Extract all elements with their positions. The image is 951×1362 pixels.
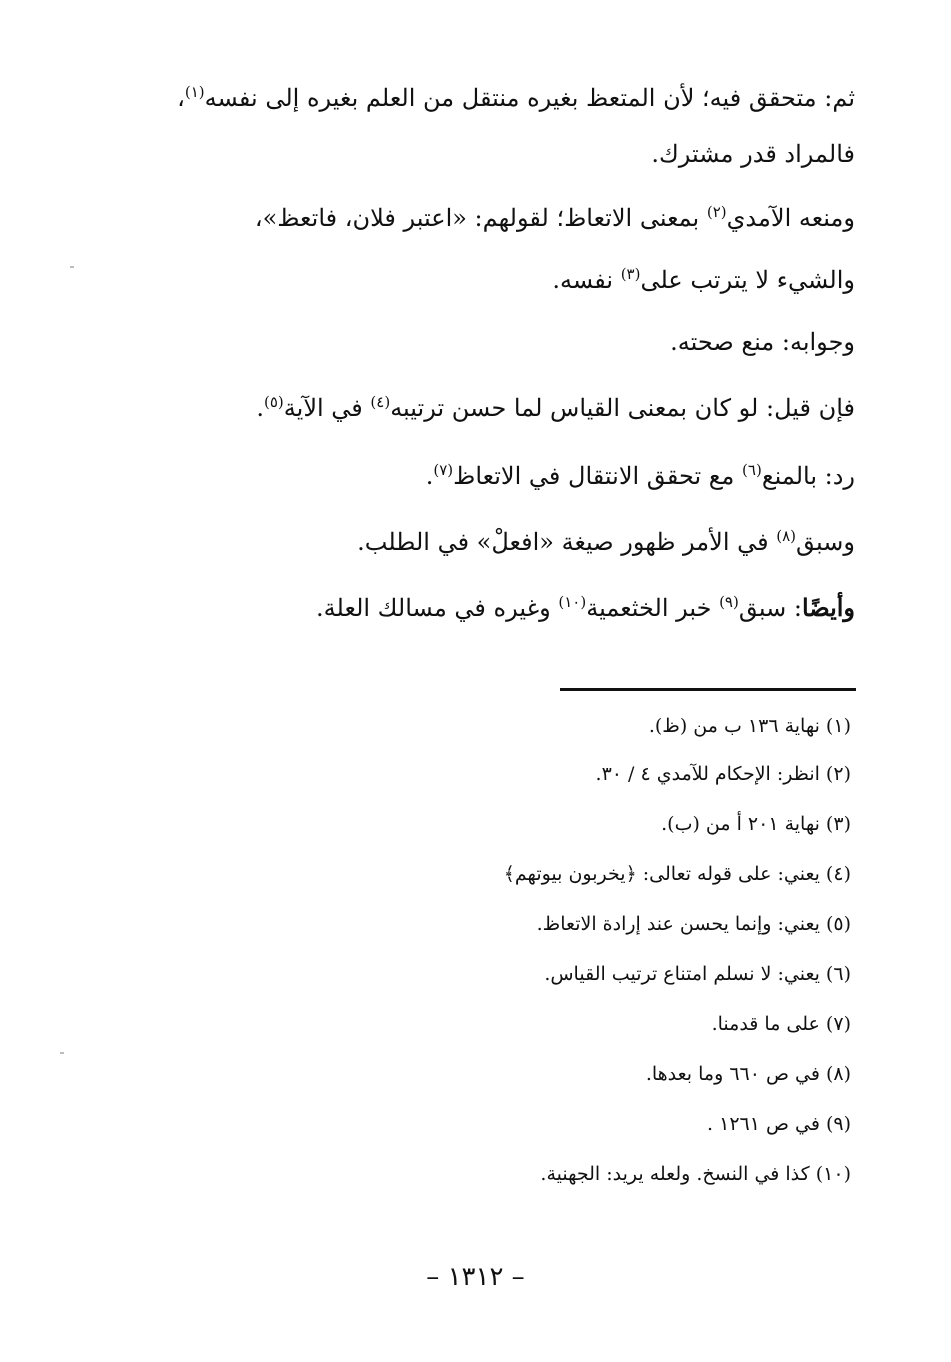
text-line-5 [670, 324, 855, 360]
text-run: ثم: متحقق فيه؛ لأن المتعظ بغيره منتقل من العلم بغيره إلى نفسه [204, 84, 855, 112]
footnote-10: (١٠) كذا في النسخ. ولعله يريد: الجهنية. [540, 1163, 851, 1185]
text-run: . [256, 394, 264, 422]
footnote-5: (٥) يعني: وإنما يحسن عند إرادة الاتعاظ. [536, 913, 851, 935]
text-run: بمعنى الاتعاظ؛ لقولهم: «اعتبر فلان، فاتعظ»، [254, 204, 707, 232]
text-run: وأيضًا [801, 593, 855, 622]
text-line-4 [552, 262, 855, 298]
text-run: وسبق [796, 528, 855, 556]
text-line-8 [357, 524, 855, 560]
footnote-7: (٧) على ما قدمنا. [711, 1013, 851, 1035]
footnote-1: (١) نهاية ١٣٦ ب من (ظ). [648, 715, 851, 737]
text-run: والشيء لا يترتب على [640, 266, 855, 294]
footnote-marker: (٩) [719, 593, 739, 611]
text-run: فالمراد قدر مشترك. [651, 140, 855, 168]
text-run: نفسه. [552, 266, 621, 294]
footnote-marker: (٤) [370, 393, 391, 411]
text-run: ، [177, 84, 185, 112]
text-line-6 [256, 390, 855, 426]
scan-speck [60, 1052, 64, 1054]
text-line-3 [255, 200, 855, 236]
text-run: وجوابه: منع صحته. [670, 328, 855, 356]
footnote-separator [560, 688, 856, 691]
text-run: رد: بالمنع [761, 462, 855, 490]
page-number: – ١٣١٢ – [426, 1262, 525, 1292]
footnote-marker: (١٠) [558, 593, 587, 611]
footnote-marker: (٨) [776, 527, 797, 545]
text-line-9 [316, 590, 855, 626]
text-run: في الأمر ظهور صيغة «افعلْ» في الطلب. [357, 528, 777, 556]
footnote-marker: (٧) [433, 461, 454, 479]
text-line-1 [177, 80, 855, 116]
text-run: . [425, 462, 434, 490]
text-run: خبر الخثعمية [586, 594, 720, 622]
text-line-7 [426, 458, 855, 494]
footnote-2: (٢) انظر: الإحكام للآمدي ٤ / ٣٠. [595, 763, 851, 785]
footnote-marker: (٥) [263, 393, 284, 411]
footnote-3: (٣) نهاية ٢٠١ أ من (ب). [661, 813, 851, 835]
footnote-marker: (٦) [742, 461, 762, 479]
text-run: وغيره في مسالك العلة. [316, 594, 559, 622]
text-line-2 [651, 136, 855, 172]
footnote-8: (٨) في ص ٦٦٠ وما بعدها. [645, 1063, 851, 1085]
text-run: في الآية [283, 394, 371, 422]
scan-speck [70, 266, 74, 268]
footnote-9: (٩) في ص ١٢٦١ . [707, 1113, 851, 1135]
footnote-4: (٤) يعني: على قوله تعالى: ﴿يخربون بيوتهم﴾ [503, 863, 851, 885]
text-run: فإن قيل: لو كان بمعنى القياس لما حسن ترتيبه [390, 394, 855, 422]
footnote-marker: (٣) [620, 265, 641, 283]
footnote-marker: (٢) [706, 203, 727, 221]
footnote-marker: (١) [184, 83, 205, 101]
text-run: مع تحقق الانتقال في الاتعاظ [453, 462, 743, 490]
text-run: ومنعه الآمدي [726, 204, 855, 232]
text-run: : سبق [738, 594, 802, 622]
footnote-6: (٦) يعني: لا نسلم امتناع ترتيب القياس. [544, 963, 851, 985]
